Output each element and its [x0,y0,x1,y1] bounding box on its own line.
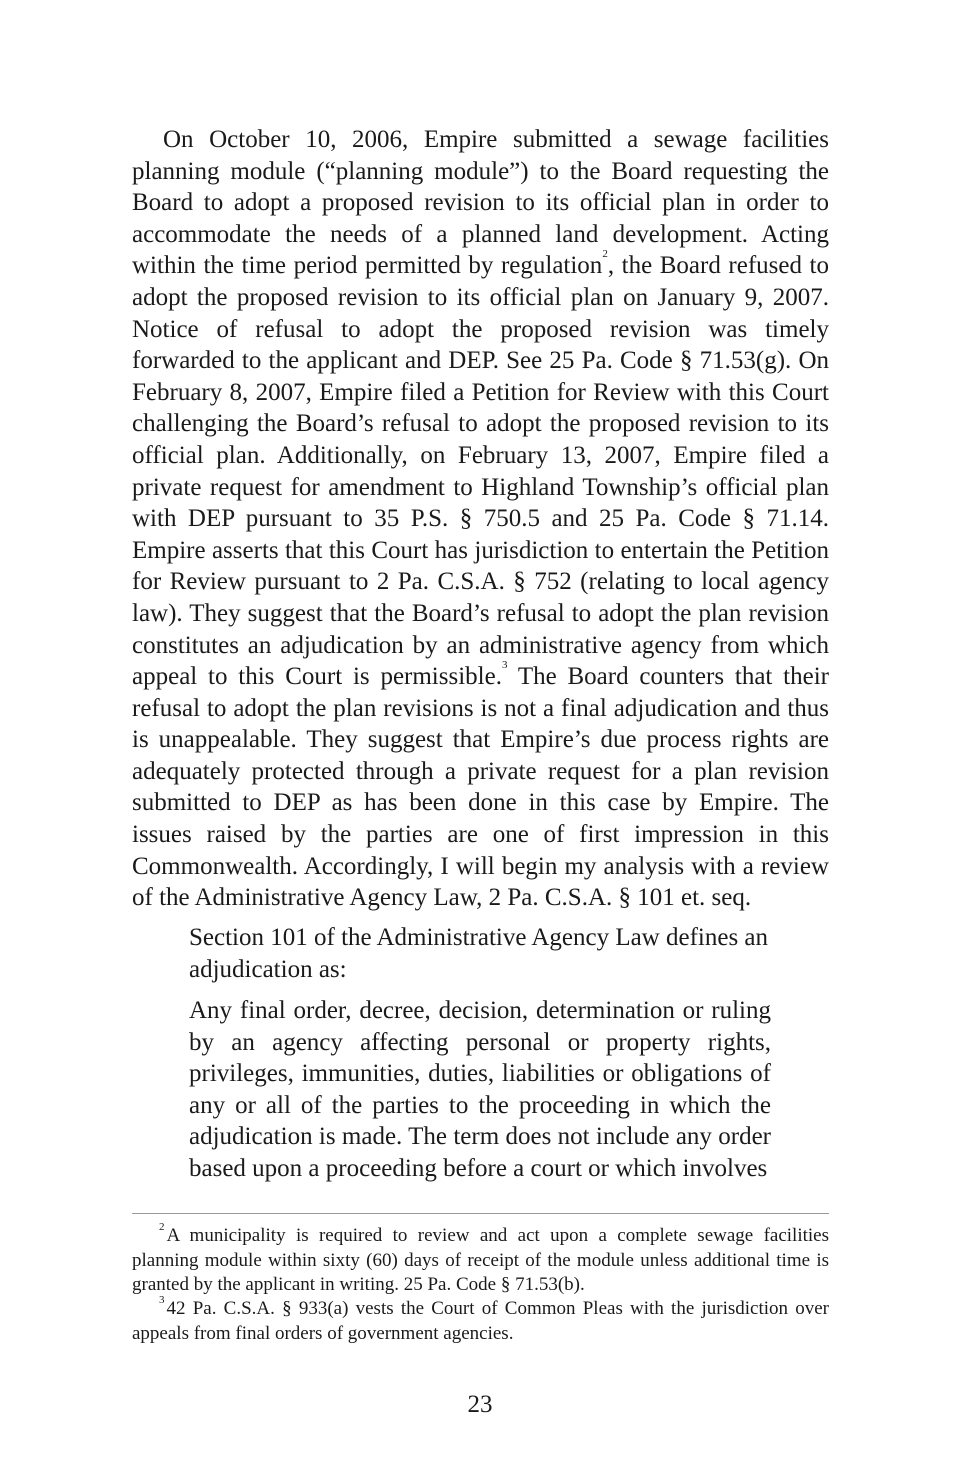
paragraph-text-part-3: The Board counters that their refusal to adopt the plan revisions is not a final adjudication and thus is unappealable. They suggest that Empire’s due process rights are adequately protected through a private request for a plan revision submitted to DEP as has been done in this case by Empire. The issues raised by the parties are one of first impression in this Commonwealth. Accordingly, I will begin my analysis with a review of the Administrative Agency Law, 2 Pa. C.S.A. § 101 et. seq. [132,663,829,912]
paragraph-text-part-1: On October 10, 2006, Empire submitted a sewage facilities planning module (“planning module”) to the Board requesting the Board to adopt a proposed revision to its official plan in order to accommodate the needs of a planned land development. Acting within the time period permitted by regulation [132,126,829,280]
body-paragraph [132,124,829,914]
footnote-divider [132,1213,829,1214]
block-quote-intro: Section 101 of the Administrative Agency Law defines an adjudication as: [189,924,769,983]
footnote-text: 42 Pa. C.S.A. § 933(a) vests the Court of Common Pleas with the jurisdiction over appeals from final orders of government agencies. [132,1298,829,1344]
footnote-marker: 2 [159,1221,165,1233]
page-number: 23 [467,1391,493,1418]
paragraph-text-part-2: , the Board refused to adopt the proposed revision to its official plan on January 9, 2007. Notice of refusal to adopt the proposed revision was timely forwarded to the applicant and DEP. See 25 Pa. Code § 71.53(g). On February 8, 2007, Empire filed a Petition for Review with this Court challenging the Board’s refusal to adopt the proposed revision to its official plan. Additionally, on February 13, 2007, Empire filed a private request for amendment to Highland Township’s official plan with DEP pursuant to 35 P.S. § 750.5 and 25 Pa. Code § 71.14. Empire asserts that this Court has jurisdiction to entertain the Petition for Review pursuant to 2 Pa. C.S.A. § 752 (relating to local agency law). They suggest that the Board’s refusal to adopt the plan revision constitutes an adjudication by an administrative agency from which appeal to this Court is permissible. [132,252,829,691]
block-quote: Any final order, decree, decision, determination or ruling by an agency affecting personal or property rights, privileges, immunities, duties, liabilities or obligations of any or all of the parties to the proceeding in which the adjudication is made. The term does not include any order based upon a proceeding before a court or which involves [189,997,771,1182]
footnote-3 [132,1294,829,1346]
footnote-reference-3[interactable]: 3 [501,659,508,672]
footnote-reference-2[interactable]: 2 [602,248,608,261]
footnote-2 [132,1221,829,1298]
footnote-marker: 3 [159,1294,165,1306]
footnote-text: A municipality is required to review and act upon a complete sewage facilities planning module within sixty (60) days of receipt of the module unless additional time is granted by the applicant in writing. 25 Pa. Code § 71.53(b). [132,1225,829,1295]
